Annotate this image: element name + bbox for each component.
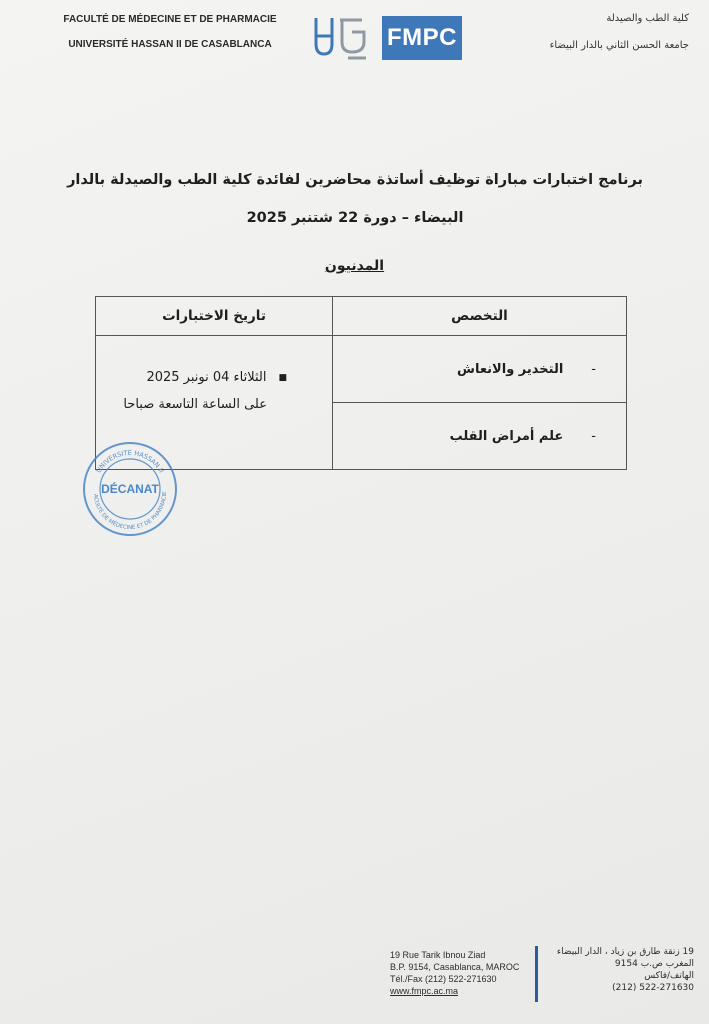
faculty-name-fr: FACULTÉ DE MÉDECINE ET DE PHARMACIE: [63, 14, 277, 25]
table-header-row: [96, 297, 627, 336]
footer-street: 19 Rue Tarik Ibnou Ziad: [390, 950, 486, 960]
stamp-ring-top: UNIVERSITÉ HASSAN II: [94, 449, 166, 475]
decanat-stamp: [82, 441, 178, 537]
university-name-fr: UNIVERSITÉ HASSAN II DE CASABLANCA: [68, 39, 272, 50]
table-row: [96, 336, 627, 403]
fmpc-logo: [312, 14, 462, 62]
footer-phone-ar: (212) 522-271630: [612, 983, 694, 993]
list-dash: -: [591, 361, 596, 377]
svg-text:UNIVERSITÉ HASSAN II: [95, 448, 166, 474]
footer-po-box: B.P. 9154, Casablanca, MAROC: [390, 962, 520, 972]
footer-po-box-ar: المغرب ص.ب 9154: [614, 959, 694, 969]
footer-website-link[interactable]: www.fmpc.ac.ma: [390, 986, 459, 996]
category-heading: المدنيون: [324, 258, 385, 274]
university-name-ar: جامعة الحسن الثاني بالدار البيضاء: [549, 40, 689, 51]
faculty-name-ar: كلية الطب والصيدلة: [606, 13, 689, 24]
footer-phone-label-ar: الهاتف/فاكس: [644, 971, 694, 981]
university-emblem-icon: [312, 14, 372, 62]
footer-street-ar: 19 زنقة طارق بن زياد ، الدار البيضاء: [556, 947, 694, 957]
fmpc-logo-text: FMPC: [382, 16, 462, 60]
footer-address-fr: [390, 949, 535, 997]
exam-date-column-header: تاريخ الاختبارات: [96, 297, 333, 336]
specialty-column-header: التخصص: [333, 297, 627, 336]
stamp-ring-bottom: ACULTÉ DE MÉDECINE ET DE PHARMACIE: [91, 491, 169, 531]
stamp-center-text: DÉCANAT: [101, 482, 159, 496]
footer-phone: Tél./Fax (212) 522-271630: [390, 974, 497, 984]
specialty-cell: [333, 336, 627, 403]
footer-address-ar: [544, 946, 694, 994]
exam-day-date: الثلاثاء 04 نونبر 2025: [146, 370, 267, 385]
footer-divider: [535, 946, 538, 1002]
specialty-name: التخدير والانعاش: [457, 361, 564, 377]
bullet-icon: ■: [278, 372, 287, 383]
specialty-name: علم أمراض القلب: [449, 428, 564, 444]
document-title-line1: برنامج اختبارات مباراة توظيف أساتذة محاضرين لفائدة كلية الطب والصيدلة بالدار: [67, 172, 643, 188]
exam-time: على الساعة التاسعة صباحا: [123, 397, 267, 412]
specialty-cell: [333, 403, 627, 470]
document-title-line2: البيضاء – دورة 22 شتنبر 2025: [246, 210, 464, 226]
list-dash: -: [591, 428, 596, 444]
